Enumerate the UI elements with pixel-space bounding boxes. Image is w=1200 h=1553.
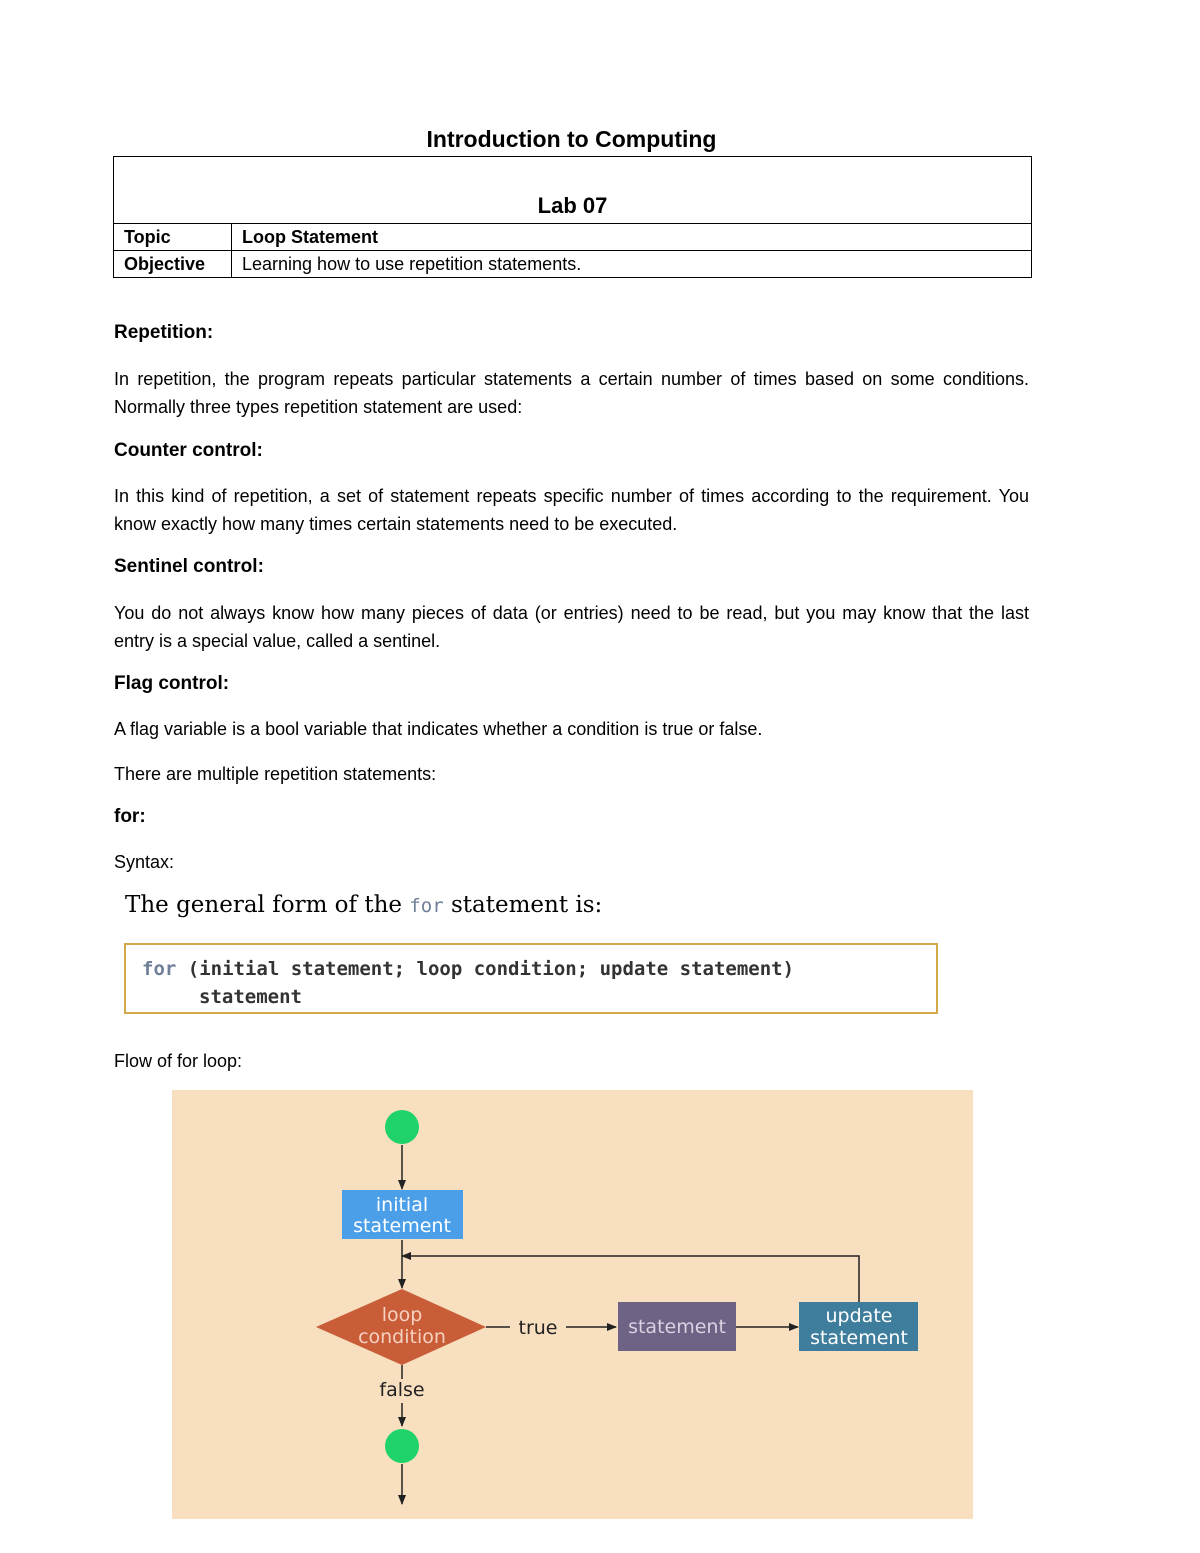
start-terminal (385, 1110, 419, 1144)
update-label-2: statement (810, 1327, 908, 1349)
multiple-statements-text: There are multiple repetition statements: (114, 764, 437, 784)
repetition-text: In repetition, the program repeats particular statements a certain number of times based on some conditions. Normally three types repetition statement are used: (114, 369, 1029, 417)
topic-label: Topic (114, 224, 232, 251)
arrow-update-to-condition (402, 1256, 859, 1302)
true-label: true (518, 1317, 558, 1339)
syntax-label: Syntax: (114, 852, 175, 872)
objective-label: Objective (114, 251, 232, 278)
initial-label-1: initial (375, 1194, 429, 1216)
sentinel-control-text: You do not always know how many pieces of data (or entries) need to be read, but you may know that the last entry is a special value, called a sentinel. (114, 603, 1029, 651)
statement-label: statement (628, 1316, 726, 1338)
syntax-intro-before: The general form of the (125, 892, 410, 918)
end-terminal (385, 1429, 419, 1463)
initial-label-2: statement (353, 1215, 451, 1237)
syntax-for-keyword: for (142, 958, 177, 980)
counter-control-text: In this kind of repetition, a set of statement repeats specific number of times according to the requirement. You know exactly how many times certain statements need to be executed. (114, 486, 1029, 534)
topic-value: Loop Statement (232, 224, 1032, 251)
update-label-1: update (825, 1305, 893, 1327)
flag-control-text: A flag variable is a bool variable that indicates whether a condition is true or false. (114, 719, 763, 739)
document-title: Introduction to Computing (426, 126, 717, 152)
syntax-line-1-rest: (initial statement; loop condition; update statement) (176, 958, 795, 980)
syntax-intro-after: statement is: (443, 892, 603, 918)
syntax-line-1 (142, 955, 936, 983)
lab-number: Lab 07 (114, 157, 1032, 224)
for-heading: for: (114, 806, 146, 827)
repetition-heading: Repetition: (114, 322, 214, 343)
condition-label-2: condition (358, 1326, 446, 1348)
objective-value: Learning how to use repetition statements. (232, 251, 1032, 278)
syntax-line-2: statement (199, 986, 302, 1008)
sentinel-control-heading: Sentinel control: (114, 556, 264, 577)
for-loop-flowchart (172, 1090, 973, 1519)
syntax-intro-keyword: for (409, 895, 444, 917)
counter-control-heading: Counter control: (114, 440, 263, 461)
lab-info-table (113, 156, 1032, 278)
for-syntax-box (124, 943, 938, 1014)
false-label: false (379, 1379, 425, 1401)
flag-control-heading: Flag control: (114, 673, 230, 694)
condition-label-1: loop (381, 1304, 423, 1326)
flow-label: Flow of for loop: (114, 1051, 243, 1071)
syntax-intro (125, 892, 602, 918)
